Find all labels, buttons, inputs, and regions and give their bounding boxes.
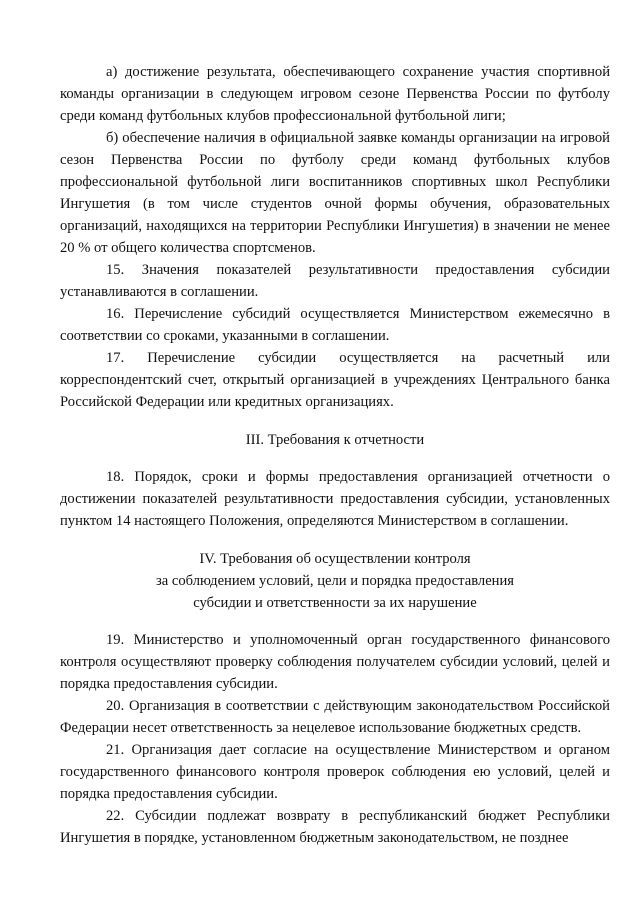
paragraph-17: 17. Перечисление субсидии осуществляется на расчетный или корреспондентский счет, открытый организацией в учреждениях Центрального банка Российской Федерации или кредитных организациях. — [60, 350, 610, 410]
section-4-heading-line-2: за соблюдением условий, цели и порядка предоставления — [155, 573, 515, 589]
paragraph-18: 18. Порядок, сроки и формы предоставления организацией отчетности о достижении показателей результативности предоставления субсидии, установленных пунктом 14 настоящего Положения, определяются Министерством в соглашении. — [60, 469, 610, 529]
section-3-heading: III. Требования к отчетности — [245, 432, 425, 448]
paragraph-22: 22. Субсидии подлежат возврату в республиканский бюджет Республики Ингушетия в порядке, установленном бюджетным законодательством, не позднее — [60, 808, 610, 846]
paragraph-21: 21. Организация дает согласие на осуществление Министерством и органом государственного финансового контроля проверок соблюдения ею условий, целей и порядка предоставления субсидии. — [60, 742, 610, 802]
paragraph-15: 15. Значения показателей результативности предоставления субсидии устанавливаются в соглашении. — [60, 262, 610, 300]
paragraph-b: б) обеспечение наличия в официальной заявке команды организации на игровой сезон Первенства России по футболу среди команд футбольных клубов профессиональной футбольной лиги воспитанников спортивных школ Республики Ингушетия (в том числе студентов очной формы обучения, образовательных организаций, находящихся на территории Республики Ингушетия) в значении не менее 20 % от общего количества спортсменов. — [60, 130, 610, 256]
paragraph-20: 20. Организация в соответствии с действующим законодательством Российской Федерации несет ответственность за нецелевое использование бюджетных средств. — [60, 698, 610, 736]
section-4-heading-line-1: IV. Требования об осуществлении контроля — [199, 551, 471, 567]
section-4-heading-line-3: субсидии и ответственности за их нарушение — [193, 595, 477, 611]
paragraph-19: 19. Министерство и уполномоченный орган государственного финансового контроля осуществляют проверку соблюдения получателем субсидии условий, целей и порядка предоставления субсидии. — [60, 632, 610, 692]
paragraph-a: а) достижение результата, обеспечивающего сохранение участия спортивной команды организации в следующем игровом сезоне Первенства России по футболу среди команд футбольных клубов профессиональной футбольной лиги; — [60, 64, 610, 124]
paragraph-16: 16. Перечисление субсидий осуществляется Министерством ежемесячно в соответствии со сроками, указанными в соглашении. — [60, 306, 610, 344]
